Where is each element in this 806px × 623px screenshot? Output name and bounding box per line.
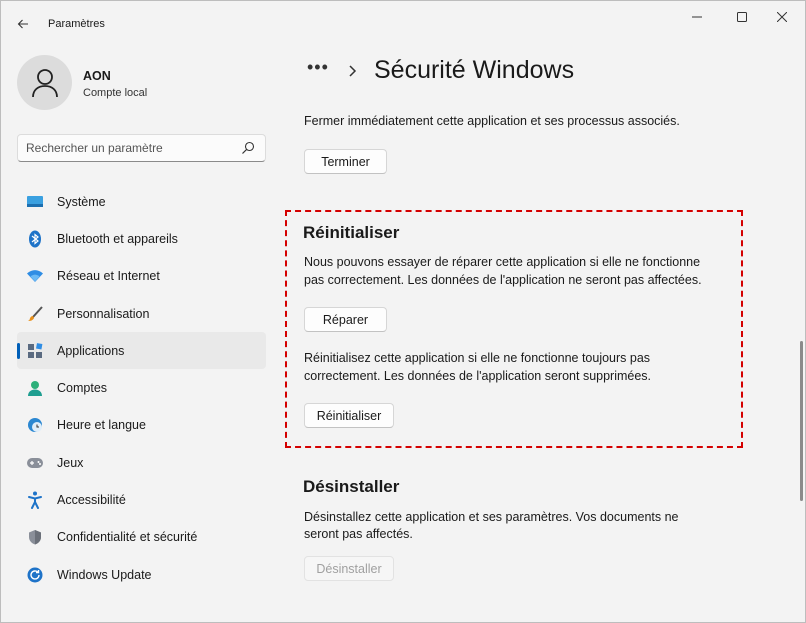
user-icon — [31, 68, 59, 98]
bluetooth-icon — [26, 230, 44, 248]
repair-description-line1: Nous pouvons essayer de réparer cette application si elle ne fonctionne — [304, 255, 701, 269]
back-arrow-icon — [17, 18, 29, 30]
sidebar-item-label: Confidentialité et sécurité — [57, 530, 198, 545]
sidebar-item-time-language[interactable] — [17, 407, 266, 444]
user-name: AON — [83, 69, 111, 83]
reset-section-title: Réinitialiser — [303, 223, 400, 242]
breadcrumb-more-button[interactable]: ••• — [307, 57, 329, 77]
uninstall-button[interactable]: Désinstaller — [304, 556, 394, 581]
sidebar-item-gaming[interactable] — [17, 444, 266, 481]
sidebar-item-label: Système — [57, 194, 106, 209]
sidebar-item-label: Réseau et Internet — [57, 269, 160, 284]
gaming-icon — [26, 454, 44, 472]
system-icon — [26, 193, 44, 211]
sidebar-item-windows-update[interactable] — [17, 556, 266, 593]
update-icon — [26, 566, 44, 584]
back-button[interactable] — [11, 12, 35, 36]
avatar[interactable] — [17, 55, 72, 110]
sidebar-item-system[interactable] — [17, 183, 266, 220]
accessibility-icon — [26, 491, 44, 509]
accounts-icon — [26, 379, 44, 397]
sidebar-item-label: Windows Update — [57, 567, 152, 582]
sidebar-item-bluetooth[interactable] — [17, 220, 266, 257]
sidebar-item-personalization[interactable] — [17, 295, 266, 332]
sidebar-item-label: Heure et langue — [57, 418, 146, 433]
search-box[interactable] — [17, 134, 266, 162]
sidebar-item-label: Jeux — [57, 455, 84, 470]
search-icon[interactable] — [241, 141, 255, 155]
brush-icon — [26, 305, 44, 323]
maximize-button[interactable] — [722, 5, 762, 29]
repair-button[interactable]: Réparer — [304, 307, 387, 332]
uninstall-section-title: Désinstaller — [303, 477, 400, 496]
sidebar-item-label: Accessibilité — [57, 493, 126, 508]
sidebar-item-applications[interactable] — [17, 332, 266, 369]
sidebar-item-label: Bluetooth et appareils — [57, 231, 178, 246]
minimize-button[interactable] — [677, 5, 717, 29]
sidebar-nav — [17, 183, 266, 593]
reset-description-line1: Réinitialisez cette application si elle ne fonctionne toujours pas — [304, 351, 651, 365]
title-bar — [1, 1, 805, 47]
app-title: Paramètres — [48, 18, 105, 30]
network-icon — [26, 267, 44, 285]
chevron-right-icon — [346, 63, 358, 79]
scrollbar-thumb[interactable] — [800, 341, 803, 501]
minimize-icon — [692, 12, 702, 22]
shield-icon — [26, 528, 44, 546]
sidebar-item-label: Applications — [57, 343, 125, 358]
terminate-description: Fermer immédiatement cette application et ses processus associés. — [304, 114, 680, 128]
close-icon — [777, 12, 787, 22]
sidebar-item-accounts[interactable] — [17, 369, 266, 406]
time-language-icon — [26, 416, 44, 434]
sidebar-item-privacy-security[interactable] — [17, 519, 266, 556]
close-button[interactable] — [762, 5, 802, 29]
apps-icon — [26, 342, 44, 360]
repair-description-line2: pas correctement. Les données de l'application ne seront pas affectées. — [304, 273, 702, 287]
page-title: Sécurité Windows — [374, 56, 575, 84]
sidebar-item-label: Comptes — [57, 381, 108, 396]
search-input[interactable] — [26, 140, 226, 156]
reset-description-line2: correctement. Les données de l'application seront supprimées. — [304, 369, 652, 383]
sidebar-item-accessibility[interactable] — [17, 481, 266, 518]
account-type: Compte local — [83, 87, 148, 99]
terminate-button[interactable]: Terminer — [304, 149, 387, 174]
reset-button[interactable]: Réinitialiser — [304, 403, 394, 428]
sidebar-item-network[interactable] — [17, 258, 266, 295]
sidebar-item-label: Personnalisation — [57, 306, 150, 321]
maximize-icon — [737, 12, 747, 22]
uninstall-description-line2: seront pas affectés. — [304, 527, 413, 541]
uninstall-description-line1: Désinstallez cette application et ses paramètres. Vos documents ne — [304, 510, 679, 524]
